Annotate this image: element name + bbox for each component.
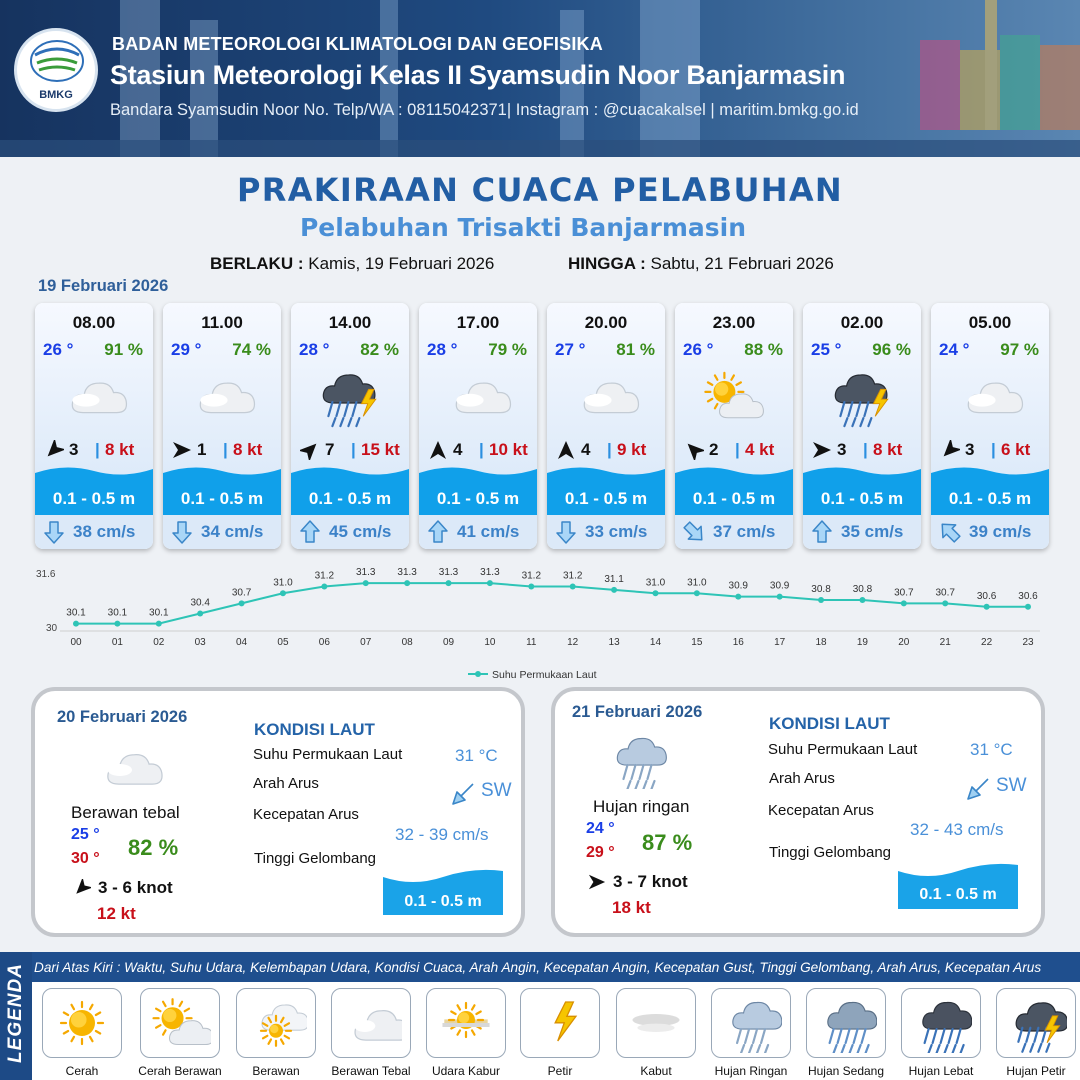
- sst-series-line: [76, 580, 1028, 624]
- legend-marker: [475, 671, 481, 677]
- legend-description: Dari Atas Kiri : Waktu, Suhu Udara, Kelembapan Udara, Kondisi Cuaca, Arah Angin, Kecepatan Angin, Kecepatan Gust, Tinggi Gelombang, Arah Arus, Kecepatan Arus: [34, 960, 1042, 975]
- wind-speed: 4: [453, 440, 463, 459]
- data-point: [942, 600, 948, 606]
- day3-wave-height: 0.1 - 0.5 m: [919, 886, 997, 903]
- gust-speed: 4 kt: [745, 440, 775, 459]
- data-point: [859, 597, 865, 603]
- current-speed: 34 cm/s: [201, 522, 264, 541]
- data-label: 30.6: [1018, 590, 1038, 602]
- humidity: 88 %: [744, 340, 783, 359]
- hourly-card: [419, 303, 537, 549]
- weather-icon: [182, 365, 262, 429]
- air-temperature: 25 °: [811, 340, 842, 359]
- kabut-icon: [625, 993, 687, 1053]
- berawan-tebal-icon: [438, 365, 518, 429]
- wave-height: 0.1 - 0.5 m: [692, 489, 776, 508]
- legend-item: [520, 988, 600, 1058]
- x-tick-label: 02: [153, 637, 165, 648]
- humidity: 74 %: [232, 340, 271, 359]
- contact-info: Bandara Syamsudin Noor No. Telp/WA : 08115042371| Instagram : @cuacakalsel | maritim.bmkg.go.id: [110, 101, 859, 119]
- humidity: 82 %: [360, 340, 399, 359]
- gust-speed: 15 kt: [361, 440, 400, 459]
- separator: |: [607, 440, 612, 459]
- x-tick-label: 07: [360, 637, 372, 648]
- day2-wave-label: Tinggi Gelombang: [254, 850, 377, 867]
- day2-humidity: 82 %: [128, 835, 179, 860]
- day2-gust: 12 kt: [97, 904, 136, 923]
- x-tick-label: 17: [774, 637, 786, 648]
- station-name: Stasiun Meteorologi Kelas II Syamsudin Noor Banjarmasin: [110, 60, 846, 90]
- data-label: 30.7: [894, 587, 914, 599]
- data-label: 31.0: [645, 577, 666, 589]
- hujan-sedang-icon: [815, 993, 877, 1053]
- day3-date: 21 Februari 2026: [572, 703, 703, 721]
- legend-item: [42, 988, 122, 1058]
- wind-row: [547, 438, 665, 462]
- data-point: [528, 584, 534, 590]
- data-label: 30.1: [66, 607, 86, 619]
- hour-time: 08.00: [72, 313, 116, 332]
- wind-direction-arrow-icon: [556, 440, 576, 460]
- hour-time: 02.00: [840, 313, 884, 332]
- legend-item: [901, 988, 981, 1058]
- valid-from-label: BERLAKU :: [210, 254, 304, 273]
- air-temperature: 28 °: [427, 340, 458, 359]
- wind-row: [675, 438, 793, 462]
- data-label: 30.9: [769, 580, 790, 592]
- day2-date: 20 Februari 2026: [57, 708, 188, 726]
- separator: |: [991, 440, 996, 459]
- hourly-card: [803, 303, 921, 549]
- wind-speed: 3: [837, 440, 847, 459]
- x-tick-label: 20: [898, 637, 910, 648]
- valid-to: [568, 254, 834, 274]
- data-point: [570, 584, 576, 590]
- legend-side: [0, 952, 32, 1080]
- day3-sst-value: 31 °C: [970, 740, 1013, 759]
- separator: |: [735, 440, 740, 459]
- hourly-card: [163, 303, 281, 549]
- udara-kabur-icon: [435, 993, 497, 1053]
- legend-item-label: Udara Kabur: [431, 1064, 501, 1078]
- humidity: 91 %: [104, 340, 143, 359]
- legend-item-label: Hujan Petir: [1006, 1064, 1066, 1078]
- hour-time: 11.00: [201, 313, 243, 332]
- humidity: 79 %: [488, 340, 527, 359]
- day2-sea-title: KONDISI LAUT: [254, 720, 375, 739]
- hour-time: 14.00: [328, 313, 372, 332]
- day3-current-dir-label: Arah Arus: [769, 770, 835, 787]
- wind-speed: 4: [581, 440, 591, 459]
- hourly-card: [931, 303, 1049, 549]
- x-tick-label: 14: [649, 637, 662, 648]
- wind-speed: 2: [709, 440, 719, 459]
- x-tick-label: 06: [318, 637, 330, 648]
- air-temperature: 28 °: [299, 340, 330, 359]
- data-point: [611, 587, 617, 593]
- data-label: 31.0: [687, 577, 707, 589]
- x-tick-label: 10: [484, 637, 496, 648]
- header-banner: [0, 0, 1080, 157]
- x-tick-label: 09: [442, 637, 455, 648]
- data-point: [1025, 604, 1031, 610]
- air-temperature: 27 °: [555, 340, 586, 359]
- data-label: 30.6: [976, 590, 997, 602]
- day3-condition: Hujan ringan: [593, 797, 690, 816]
- weather-icon: [438, 365, 518, 429]
- day2-panel: [31, 687, 525, 937]
- petir-icon: [529, 993, 591, 1053]
- legend-item: [331, 988, 411, 1058]
- y-tick-label: 30: [46, 623, 58, 634]
- wind-speed: 3: [69, 440, 79, 459]
- data-label: 31.1: [604, 573, 624, 585]
- x-tick-label: 04: [236, 637, 248, 648]
- data-label: 31.3: [438, 567, 459, 579]
- wind-row: [803, 438, 921, 462]
- data-point: [487, 580, 493, 586]
- hour-time: 05.00: [968, 313, 1012, 332]
- hujan-petir-icon: [310, 365, 390, 429]
- separator: |: [479, 440, 484, 459]
- wind-speed: 7: [325, 440, 335, 459]
- cerah-berawan-icon: [149, 993, 211, 1053]
- wind-row: [35, 438, 153, 462]
- air-temperature: 24 °: [939, 340, 970, 359]
- air-temperature: 26 °: [43, 340, 74, 359]
- day3-current-speed: 32 - 43 cm/s: [910, 820, 1004, 839]
- cerah-icon: [51, 993, 113, 1053]
- gust-speed: 9 kt: [617, 440, 647, 459]
- data-point: [280, 590, 286, 596]
- day3-weather-icon: [603, 729, 675, 789]
- legend-item-label: Hujan Lebat: [908, 1064, 974, 1078]
- wave-height: 0.1 - 0.5 m: [180, 489, 264, 508]
- data-point: [735, 594, 741, 600]
- x-tick-label: 00: [70, 637, 82, 648]
- day2-wind-arrow-icon: [73, 879, 91, 897]
- hourly-card: [675, 303, 793, 549]
- data-label: 30.4: [190, 597, 210, 609]
- data-point: [321, 584, 327, 590]
- legend-item: [140, 988, 220, 1058]
- current-speed: 45 cm/s: [329, 522, 392, 541]
- separator: |: [351, 440, 356, 459]
- separator: |: [223, 440, 228, 459]
- day2-current-speed: 32 - 39 cm/s: [395, 825, 489, 844]
- wave-height: 0.1 - 0.5 m: [308, 489, 392, 508]
- gust-speed: 8 kt: [873, 440, 903, 459]
- data-label: 31.3: [480, 567, 500, 579]
- gust-speed: 8 kt: [105, 440, 135, 459]
- humidity: 81 %: [616, 340, 655, 359]
- day1-date: 19 Februari 2026: [38, 277, 169, 295]
- hourly-card: [35, 303, 153, 549]
- data-label: 31.0: [273, 577, 293, 589]
- data-point: [446, 580, 452, 586]
- day3-temp-max: 29 °: [586, 844, 615, 861]
- weather-icon: [822, 365, 902, 429]
- sst-chart: [0, 560, 1080, 690]
- day2-current-arrow-icon: [451, 780, 477, 806]
- data-label: 31.2: [314, 570, 335, 582]
- separator: |: [95, 440, 100, 459]
- data-point: [652, 590, 658, 596]
- day3-current-speed-label: Kecepatan Arus: [768, 802, 874, 819]
- x-tick-label: 05: [277, 637, 289, 648]
- x-tick-label: 11: [526, 637, 537, 648]
- berawan-icon: [245, 993, 307, 1053]
- page-subtitle: Pelabuhan Trisakti Banjarmasin: [299, 213, 747, 242]
- humidity: 96 %: [872, 340, 911, 359]
- data-point: [73, 621, 79, 627]
- legend-item: [711, 988, 791, 1058]
- data-point: [984, 604, 990, 610]
- agency-name: BADAN METEOROLOGI KLIMATOLOGI DAN GEOFISIKA: [112, 34, 603, 54]
- current-speed: 38 cm/s: [73, 522, 136, 541]
- berawan-tebal-icon: [182, 365, 262, 429]
- data-label: 30.7: [935, 587, 955, 599]
- x-tick-label: 01: [111, 637, 123, 648]
- legend-label: Suhu Permukaan Laut: [492, 669, 597, 681]
- bmkg-logo: [14, 28, 98, 112]
- data-label: 30.8: [852, 584, 873, 595]
- hujan-petir-icon: [1005, 993, 1067, 1053]
- x-tick-label: 18: [815, 637, 827, 648]
- legend-item-label: Hujan Ringan: [714, 1064, 788, 1078]
- current-speed: 37 cm/s: [713, 522, 776, 541]
- wind-row: [291, 438, 409, 462]
- x-tick-label: 15: [691, 637, 703, 648]
- valid-from: [210, 254, 494, 274]
- data-label: 31.2: [521, 570, 542, 582]
- bmkg-emblem-icon: [29, 39, 85, 83]
- legend-item: [426, 988, 506, 1058]
- current-direction-arrow-icon: [43, 520, 65, 544]
- hujan-lebat-icon: [910, 993, 972, 1053]
- current-direction-arrow-icon: [939, 520, 961, 544]
- day3-gust: 18 kt: [612, 898, 651, 917]
- x-tick-label: 19: [856, 637, 868, 648]
- x-tick-label: 12: [567, 637, 579, 648]
- gust-speed: 6 kt: [1001, 440, 1031, 459]
- legend-item: [996, 988, 1076, 1058]
- data-point: [694, 590, 700, 596]
- data-point: [363, 580, 369, 586]
- day2-condition: Berawan tebal: [71, 803, 180, 822]
- hujan-ringan-icon: [720, 993, 782, 1053]
- current-speed: 41 cm/s: [457, 522, 520, 541]
- valid-to-label: HINGGA :: [568, 254, 646, 273]
- day2-temp-min: 25 °: [71, 826, 100, 843]
- day3-wind-arrow-icon: [588, 873, 606, 891]
- wave-height: 0.1 - 0.5 m: [436, 489, 520, 508]
- data-label: 31.3: [356, 567, 376, 579]
- humidity: 97 %: [1000, 340, 1039, 359]
- wind-row: [163, 438, 281, 462]
- day2-sst-value: 31 °C: [455, 746, 498, 765]
- current-direction-arrow-icon: [811, 520, 833, 544]
- data-label: 30.7: [231, 587, 252, 599]
- data-label: 30.1: [107, 607, 128, 619]
- berawan-tebal-icon: [950, 365, 1030, 429]
- valid-to-value: Sabtu, 21 Februari 2026: [650, 254, 834, 273]
- day2-wave-height: 0.1 - 0.5 m: [404, 893, 482, 910]
- legend-item: [806, 988, 886, 1058]
- current-speed: 39 cm/s: [969, 522, 1032, 541]
- current-direction-arrow-icon: [171, 520, 193, 544]
- data-label: 31.3: [397, 567, 417, 579]
- data-label: 30.1: [149, 607, 169, 619]
- day2-weather-icon: [91, 737, 163, 797]
- wind-direction-arrow-icon: [684, 440, 704, 460]
- hour-time: 23.00: [712, 313, 756, 332]
- valid-from-value: Kamis, 19 Februari 2026: [308, 254, 495, 273]
- air-temperature: 29 °: [171, 340, 202, 359]
- data-label: 30.9: [728, 580, 748, 592]
- data-label: 30.8: [811, 584, 831, 595]
- wind-direction-arrow-icon: [172, 440, 192, 460]
- data-point: [239, 600, 245, 606]
- data-point: [114, 621, 120, 627]
- day3-wind-speed: 3 - 7 knot: [613, 872, 688, 891]
- current-speed: 35 cm/s: [841, 522, 904, 541]
- day3-current-dir: SW: [996, 775, 1027, 796]
- x-tick-label: 03: [194, 637, 206, 648]
- x-tick-label: 23: [1022, 637, 1034, 648]
- hujan-ringan-icon: [603, 729, 675, 789]
- legend-item-label: Petir: [547, 1064, 573, 1078]
- gust-speed: 10 kt: [489, 440, 528, 459]
- x-tick-label: 16: [732, 637, 744, 648]
- hour-time: 20.00: [584, 313, 628, 332]
- wind-direction-arrow-icon: [44, 440, 64, 460]
- legend-item-label: Hujan Sedang: [807, 1064, 885, 1078]
- current-direction-arrow-icon: [555, 520, 577, 544]
- day3-wave-label: Tinggi Gelombang: [769, 844, 892, 861]
- data-point: [818, 597, 824, 603]
- wave-height: 0.1 - 0.5 m: [948, 489, 1032, 508]
- wind-direction-arrow-icon: [812, 440, 832, 460]
- page-title: PRAKIRAAN CUACA PELABUHAN: [237, 171, 843, 209]
- data-point: [404, 580, 410, 586]
- data-point: [901, 600, 907, 606]
- legend-item-label: Berawan: [252, 1064, 300, 1078]
- day2-current-speed-label: Kecepatan Arus: [253, 806, 359, 823]
- wind-direction-arrow-icon: [300, 440, 320, 460]
- data-label: 31.2: [562, 570, 583, 582]
- day3-current-arrow-icon: [966, 775, 992, 801]
- current-direction-arrow-icon: [299, 520, 321, 544]
- hourly-card: [547, 303, 665, 549]
- day3-sea-title: KONDISI LAUT: [769, 714, 890, 733]
- wind-speed: 3: [965, 440, 975, 459]
- hujan-petir-icon: [822, 365, 902, 429]
- wave-height: 0.1 - 0.5 m: [820, 489, 904, 508]
- current-speed: 33 cm/s: [585, 522, 648, 541]
- air-temperature: 26 °: [683, 340, 714, 359]
- day3-sst-label: Suhu Permukaan Laut: [768, 741, 918, 758]
- x-tick-label: 21: [939, 637, 951, 648]
- separator: |: [863, 440, 868, 459]
- data-point: [156, 621, 162, 627]
- wind-row: [931, 438, 1049, 462]
- wind-row: [419, 438, 537, 462]
- day2-temp-max: 30 °: [71, 850, 100, 867]
- legend-side-label: LEGENDA: [5, 963, 26, 1063]
- hour-time: 17.00: [456, 313, 500, 332]
- x-tick-label: 22: [981, 637, 993, 648]
- weather-icon: [950, 365, 1030, 429]
- wind-speed: 1: [197, 440, 207, 459]
- day2-wind-speed: 3 - 6 knot: [98, 878, 173, 897]
- legend-item: [236, 988, 316, 1058]
- current-direction-arrow-icon: [683, 520, 705, 544]
- y-tick-label: 31.6: [36, 569, 56, 580]
- wind-direction-arrow-icon: [940, 440, 960, 460]
- weather-icon: [694, 365, 774, 429]
- berawan-tebal-icon: [54, 365, 134, 429]
- day3-humidity: 87 %: [642, 830, 693, 855]
- weather-icon: [54, 365, 134, 429]
- current-direction-arrow-icon: [427, 520, 449, 544]
- hourly-card: [291, 303, 409, 549]
- berawan-tebal-icon: [340, 993, 402, 1053]
- wind-direction-arrow-icon: [428, 440, 448, 460]
- data-point: [777, 594, 783, 600]
- wave-height: 0.1 - 0.5 m: [564, 489, 648, 508]
- x-tick-label: 08: [401, 637, 413, 648]
- day2-current-dir: SW: [481, 780, 512, 801]
- day2-sst-label: Suhu Permukaan Laut: [253, 746, 403, 763]
- logo-text: BMKG: [39, 89, 73, 101]
- legend-item-label: Cerah Berawan: [138, 1064, 222, 1078]
- day2-current-dir-label: Arah Arus: [253, 775, 319, 792]
- legend-item-label: Cerah: [65, 1064, 99, 1078]
- berawan-tebal-icon: [91, 737, 163, 797]
- berawan-tebal-icon: [566, 365, 646, 429]
- legend-item-label: Kabut: [640, 1064, 672, 1078]
- wave-height: 0.1 - 0.5 m: [52, 489, 136, 508]
- data-point: [197, 611, 203, 617]
- gust-speed: 8 kt: [233, 440, 263, 459]
- cerah-berawan-icon: [694, 365, 774, 429]
- legend-item-label: Berawan Tebal: [331, 1064, 411, 1078]
- weather-icon: [566, 365, 646, 429]
- weather-icon: [310, 365, 390, 429]
- day3-temp-min: 24 °: [586, 820, 615, 837]
- day3-panel: [551, 687, 1045, 937]
- x-tick-label: 13: [608, 637, 620, 648]
- legend-item: [616, 988, 696, 1058]
